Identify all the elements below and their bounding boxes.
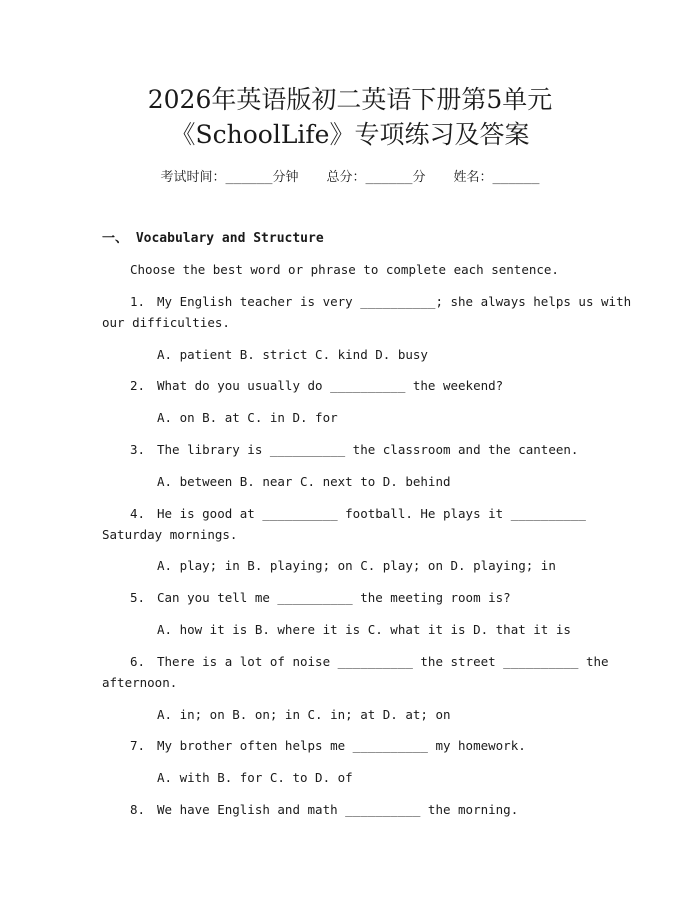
section-heading: 一、 Vocabulary and Structure	[102, 231, 324, 246]
question-text: My English teacher is very __________; she always helps us with	[157, 294, 632, 309]
name-label: 姓名：______	[453, 170, 540, 185]
question-number: 8.	[130, 802, 146, 817]
question-options: A. patient B. strict C. kind D. busy	[157, 347, 428, 362]
question-options: A. between B. near C. next to D. behind	[157, 474, 451, 489]
question-text: Can you tell me __________ the meeting room is?	[157, 590, 511, 605]
question-text-continued: Saturday mornings.	[102, 527, 238, 542]
question-text-continued: our difficulties.	[102, 315, 230, 330]
exam-time-label: 考试时间：______分钟	[160, 170, 299, 185]
question-number: 1.	[130, 294, 146, 309]
question-number: 2.	[130, 378, 146, 393]
question-number: 6.	[130, 654, 146, 669]
question-options: A. with B. for C. to D. of	[157, 770, 353, 785]
question-text: He is good at __________ football. He plays it __________	[157, 506, 586, 521]
total-score-label: 总分：______分	[326, 170, 426, 185]
question-text-continued: afternoon.	[102, 675, 178, 690]
document-title-line1: 2026年英语版初二英语下册第5单元	[147, 85, 553, 114]
section-instruction: Choose the best word or phrase to complete each sentence.	[130, 262, 559, 277]
question-text: There is a lot of noise __________ the street __________ the	[157, 654, 609, 669]
question-number: 7.	[130, 738, 146, 753]
question-number: 5.	[130, 590, 146, 605]
question-text: What do you usually do __________ the weekend?	[157, 378, 504, 393]
question-text: My brother often helps me __________ my homework.	[157, 738, 526, 753]
question-options: A. how it is B. where it is C. what it is D. that it is	[157, 622, 571, 637]
question-number: 4.	[130, 506, 146, 521]
question-options: A. on B. at C. in D. for	[157, 410, 338, 425]
question-options: A. in; on B. on; in C. in; at D. at; on	[157, 707, 451, 722]
exam-info-bar	[0, 168, 700, 188]
question-number: 3.	[130, 442, 146, 457]
question-text: We have English and math __________ the morning.	[157, 802, 519, 817]
question-text: The library is __________ the classroom and the canteen.	[157, 442, 579, 457]
question-options: A. play; in B. playing; on C. play; on D. playing; in	[157, 558, 556, 573]
document-title-line2: 《SchoolLife》专项练习及答案	[170, 120, 530, 149]
